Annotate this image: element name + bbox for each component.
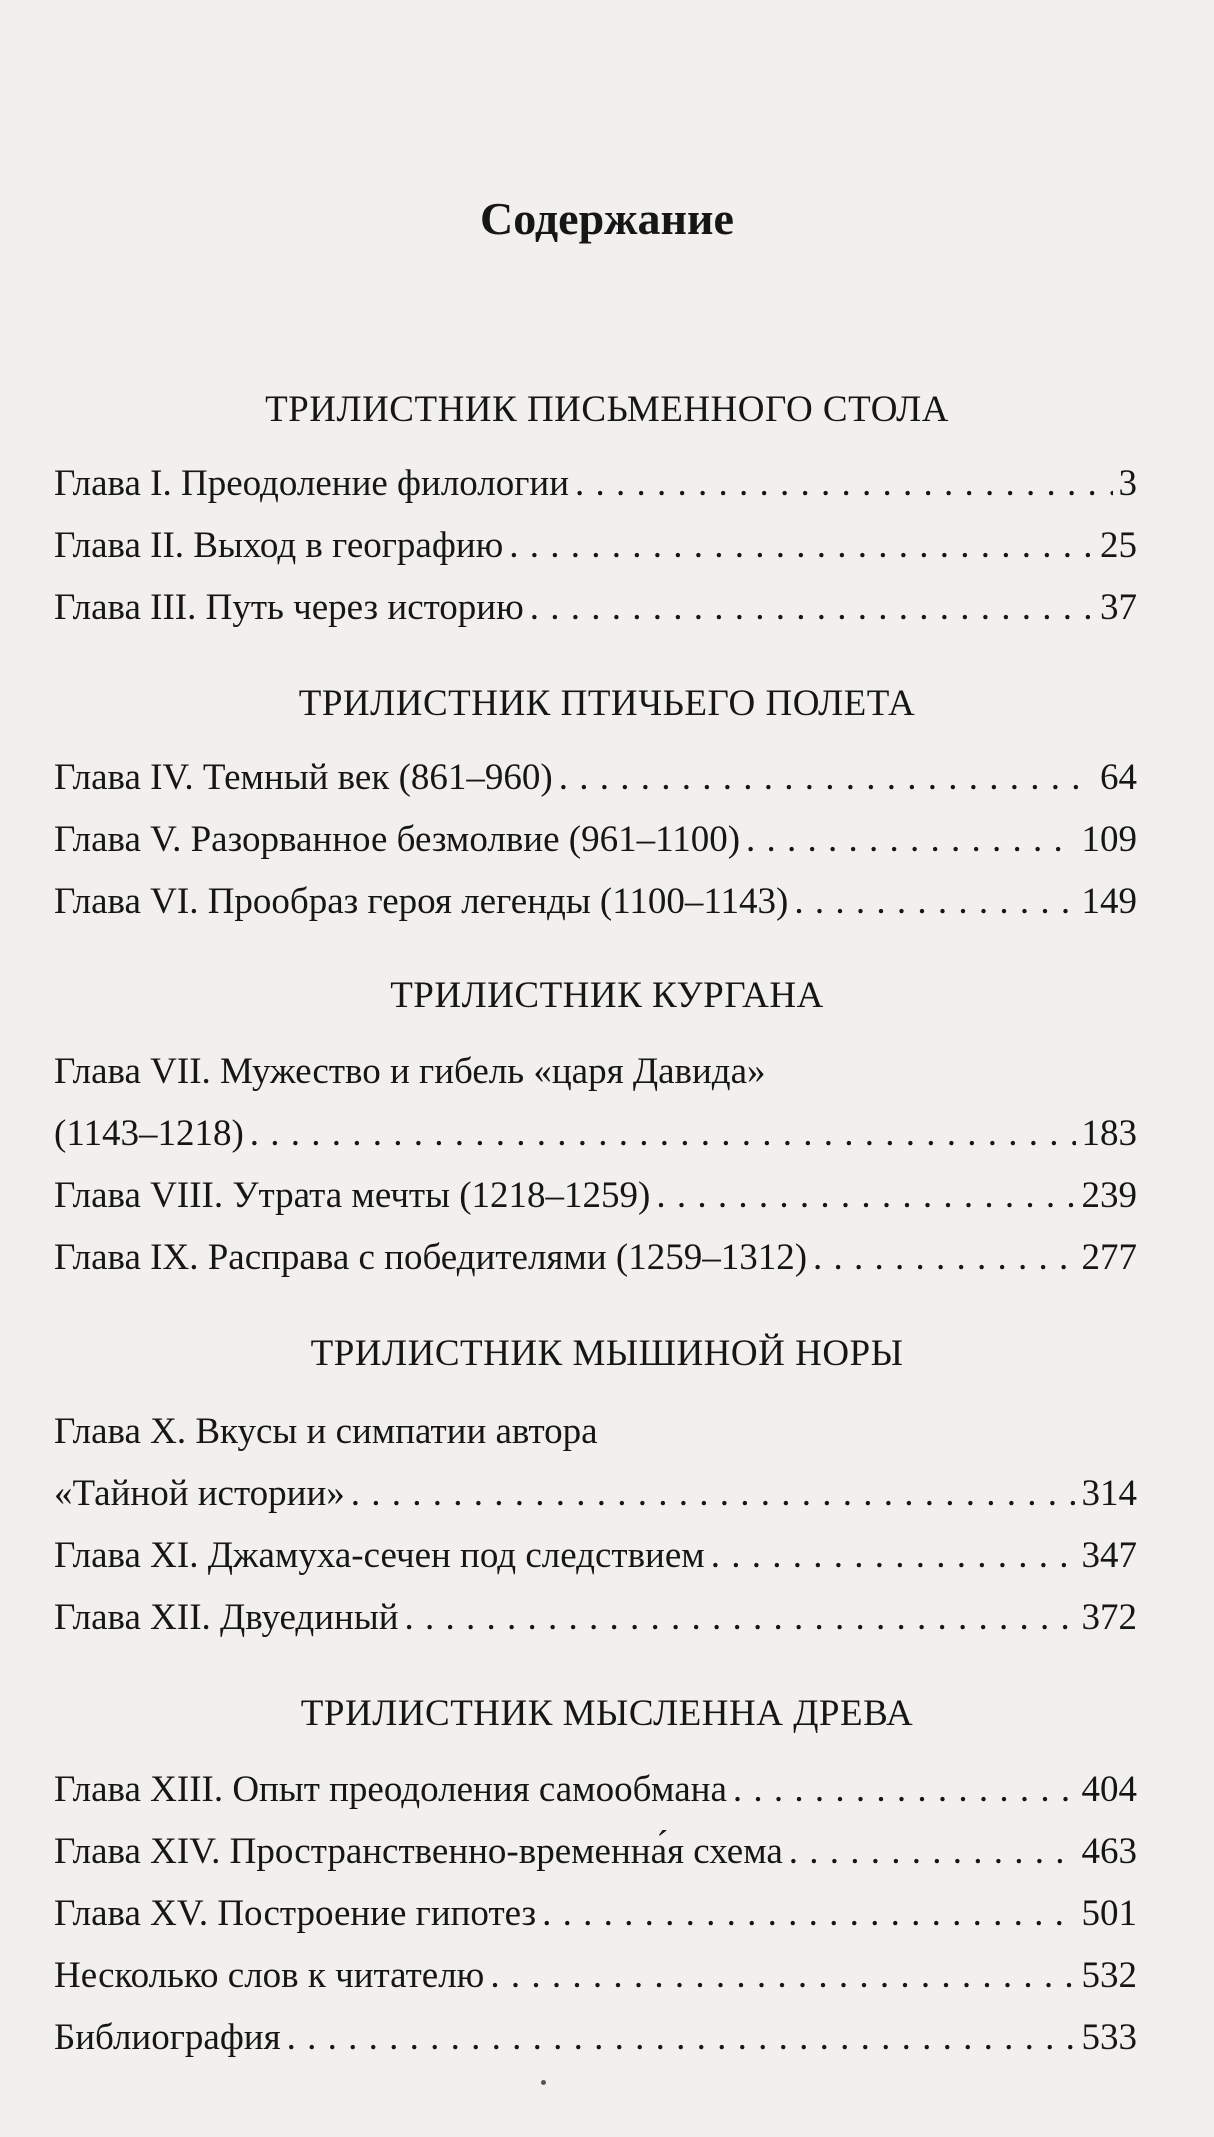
dot-leader bbox=[575, 456, 1112, 512]
dot-leader bbox=[351, 1466, 1076, 1522]
toc-entry bbox=[54, 1762, 1137, 1818]
entry-title: Глава III. Путь через историю bbox=[54, 587, 524, 628]
toc-entry bbox=[54, 1590, 1137, 1646]
dot-leader bbox=[509, 518, 1094, 574]
dot-leader bbox=[542, 1886, 1075, 1942]
dot-leader bbox=[287, 2010, 1076, 2066]
toc-entry bbox=[54, 874, 1137, 930]
entry-page: 25 bbox=[1100, 525, 1137, 566]
entry-page: 239 bbox=[1081, 1175, 1137, 1216]
toc-entry bbox=[54, 1230, 1137, 1286]
entry-page: 533 bbox=[1081, 2017, 1137, 2058]
toc-entry bbox=[54, 1948, 1137, 2004]
entry-page: 404 bbox=[1081, 1769, 1137, 1810]
page-title: Содержание bbox=[480, 193, 734, 244]
entry-page: 372 bbox=[1081, 1597, 1137, 1638]
toc-entry bbox=[54, 1528, 1137, 1584]
toc-entry bbox=[54, 2010, 1137, 2066]
entry-page: 149 bbox=[1081, 881, 1137, 922]
dot-leader bbox=[711, 1528, 1076, 1584]
entry-page: 109 bbox=[1081, 819, 1137, 860]
entry-title: Глава IX. Расправа с победителями (1259–1312) bbox=[54, 1237, 808, 1278]
entry-title: Глава XV. Построение гипотез bbox=[54, 1893, 537, 1934]
section-heading: ТРИЛИСТНИК ПТИЧЬЕГО ПОЛЕТА bbox=[298, 683, 916, 724]
section-heading: ТРИЛИСТНИК МЫСЛЕННА ДРЕВА bbox=[300, 1693, 914, 1734]
entry-title: Глава IV. Темный век (861–960) bbox=[54, 757, 553, 798]
entry-title: Глава XIV. Пространственно-временна́я схема bbox=[54, 1831, 783, 1872]
entry-title: Глава VIII. Утрата мечты (1218–1259) bbox=[54, 1175, 651, 1216]
entry-title: Глава XI. Джамуха-сечен под следствием bbox=[54, 1535, 705, 1576]
entry-title-line: Глава X. Вкусы и симпатии автора bbox=[54, 1411, 598, 1452]
toc-entry bbox=[54, 1886, 1137, 1942]
section-heading: ТРИЛИСТНИК МЫШИНОЙ НОРЫ bbox=[310, 1333, 904, 1374]
section-heading: ТРИЛИСТНИК КУРГАНА bbox=[390, 975, 824, 1016]
entry-title: Глава VI. Прообраз героя легенды (1100–1143) bbox=[54, 881, 789, 922]
dot-leader bbox=[559, 750, 1094, 806]
entry-page: 64 bbox=[1100, 757, 1137, 798]
toc-entry bbox=[54, 580, 1137, 636]
dot-leader bbox=[490, 1948, 1075, 2004]
toc-entry bbox=[54, 1106, 1137, 1162]
entry-page: 183 bbox=[1081, 1113, 1137, 1154]
toc-entry bbox=[54, 1466, 1137, 1522]
toc-entry bbox=[54, 1824, 1137, 1880]
entry-page: 314 bbox=[1081, 1473, 1137, 1514]
toc-entry bbox=[54, 518, 1137, 574]
dot-leader bbox=[530, 580, 1094, 636]
entry-title: Глава XII. Двуединый bbox=[54, 1597, 399, 1638]
entry-page: 277 bbox=[1081, 1237, 1137, 1278]
dot-leader bbox=[789, 1824, 1076, 1880]
entry-title: Глава V. Разорванное безмолвие (961–1100) bbox=[54, 819, 741, 860]
dot-leader bbox=[250, 1106, 1076, 1162]
entry-title: Библиография bbox=[54, 2017, 281, 2058]
dot-leader bbox=[733, 1762, 1076, 1818]
entry-page: 463 bbox=[1081, 1831, 1137, 1872]
section-heading: ТРИЛИСТНИК ПИСЬМЕННОГО СТОЛА bbox=[265, 389, 949, 430]
toc-entry bbox=[54, 750, 1137, 806]
entry-title-line: Глава VII. Мужество и гибель «царя Давида» bbox=[54, 1051, 766, 1092]
entry-page: 501 bbox=[1081, 1893, 1137, 1934]
toc-entry bbox=[54, 1168, 1137, 1224]
dot-leader bbox=[405, 1590, 1076, 1646]
toc-entry bbox=[54, 456, 1137, 512]
entry-title: Глава XIII. Опыт преодоления самообмана bbox=[54, 1769, 727, 1810]
entry-title: «Тайной истории» bbox=[54, 1473, 345, 1514]
dot-leader bbox=[656, 1168, 1075, 1224]
entry-title: (1143–1218) bbox=[54, 1113, 244, 1154]
toc-entry bbox=[54, 812, 1137, 868]
entry-page: 532 bbox=[1081, 1955, 1137, 1996]
page-mark bbox=[541, 2080, 546, 2085]
entry-page: 3 bbox=[1118, 463, 1137, 504]
entry-page: 347 bbox=[1081, 1535, 1137, 1576]
dot-leader bbox=[813, 1230, 1075, 1286]
dot-leader bbox=[794, 874, 1075, 930]
entry-page: 37 bbox=[1100, 587, 1137, 628]
entry-title: Глава II. Выход в географию bbox=[54, 525, 504, 566]
dot-leader bbox=[746, 812, 1075, 868]
entry-title: Глава I. Преодоление филологии bbox=[54, 463, 570, 504]
entry-title: Несколько слов к читателю bbox=[54, 1955, 485, 1996]
